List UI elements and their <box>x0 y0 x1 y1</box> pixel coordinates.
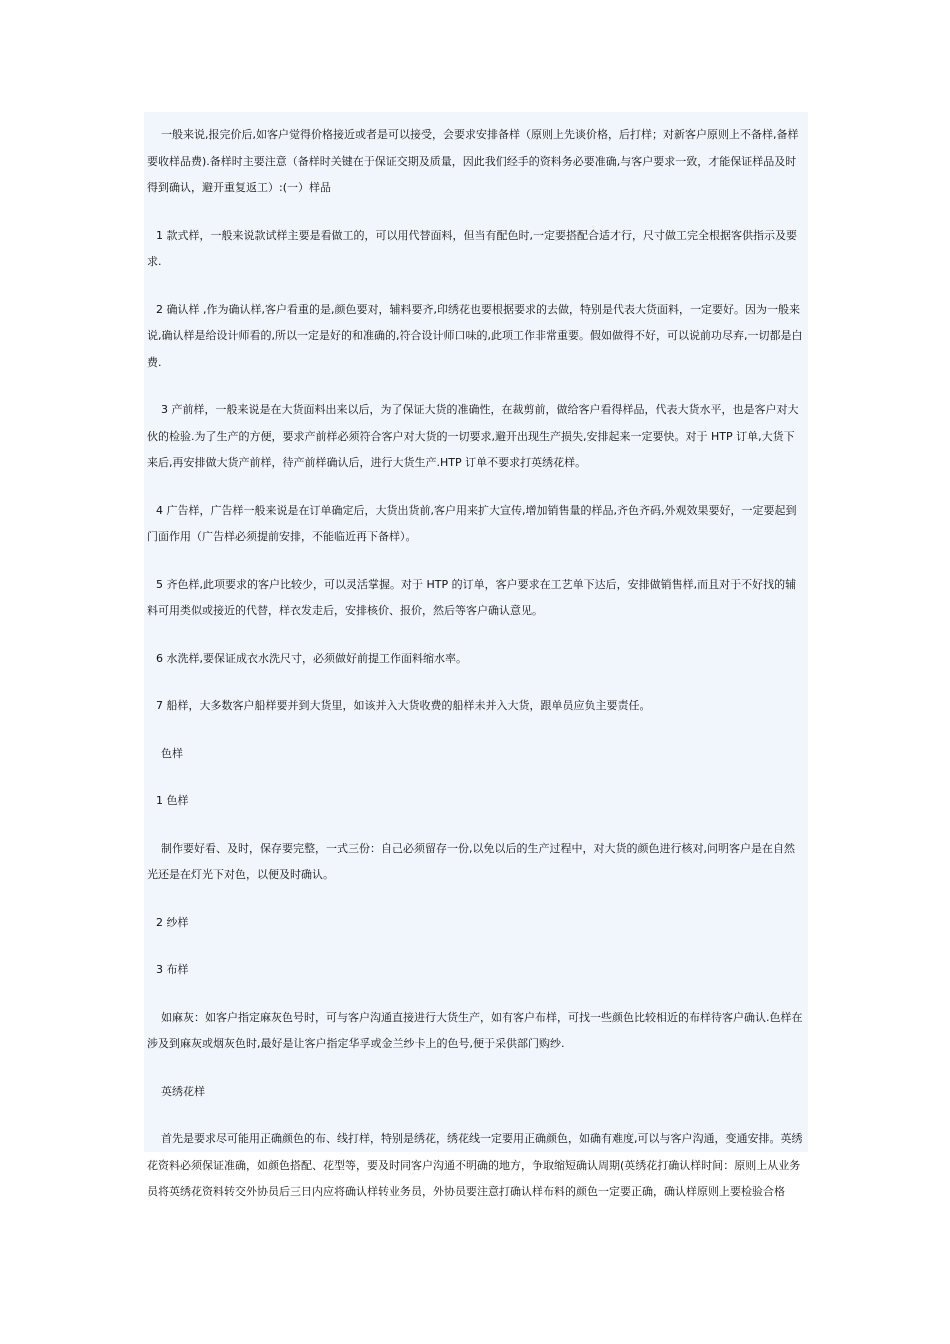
subheading-yarn-sample: 2 纱样 <box>156 915 189 929</box>
paragraph-color-sample-detail: 制作要好看、及时，保存要完整，一式三份：自己必须留存一份,以免以后的生产过程中，对大货的颜色进行核对,问明客户是在自然光还是在灯光下对色，以便及时确认。 <box>147 841 795 881</box>
subheading-fabric-sample: 3 布样 <box>156 963 189 976</box>
subheading-color-sample: 1 色样 <box>156 794 189 807</box>
paragraph-intro: 一般来说,报完价后,如客户觉得价格接近或者是可以接受，会要求安排备样（原则上先谈价格，后打样；对新客户原则上不备样,备样要收样品费).备样时主要注意（备样时关键在于保证交期及质量，因此我们经手的资料务必要准确,与客户要求一致，才能保证样品及时得到确认，避开重复返工）:(一）样品 <box>147 128 799 194</box>
paragraph-heather-grey: 如麻灰：如客户指定麻灰色号时，可与客户沟通直接进行大货生产，如有客户布样，可找一些颜色比较相近的布样待客户确认.色样在涉及到麻灰或烟灰色时,最好是让客户指定华孚或金兰纱卡上的色号,便于采供部门购纱. <box>147 1010 803 1050</box>
heading-color-sample: 色样 <box>161 746 183 760</box>
paragraph-color-set-sample: 5 齐色样,此项要求的客户比较少，可以灵活掌握。对于 HTP 的订单，客户要求在工艺单下达后，安排做销售样,而且对于不好找的辅料可用类似或接近的代替，样衣发走后，安排核价、报价，然后等客户确认意见。 <box>147 577 797 617</box>
heading-embroidery-sample: 英绣花样 <box>161 1084 205 1098</box>
paragraph-approval-sample: 2 确认样 ,作为确认样,客户看重的是,颜色要对，辅料要齐,印绣花也要根据要求的去做，特别是代表大货面料，一定要好。因为一般来说,确认样是给设计师看的,所以一定是好的和准确的,符合设计师口味的,此项工作非常重要。假如做得不好，可以说前功尽弃,一切都是白费. <box>147 302 803 369</box>
paragraph-embroidery-detail: 首先是要求尽可能用正确颜色的布、线打样，特别是绣花，绣花线一定要用正确颜色，如确有难度,可以与客户沟通，变通安排。英绣花资料必须保证准确，如颜色搭配、花型等，要及时同客户沟通不明确的地方，争取缩短确认周期(英绣花打确认样时间：原则上从业务员将英绣花资料转交外协员后三日内应将确认样转业务员，外协员要注意打确认样布料的颜色一定要正确，确认样原则上要检验合格 <box>147 1132 803 1198</box>
paragraph-advertising-sample: 4 广告样，广告样一般来说是在订单确定后，大货出货前,客户用来扩大宣传,增加销售量的样品,齐色齐码,外观效果要好，一定要起到门面作用（广告样必须提前安排，不能临近再下备样）。 <box>147 503 797 543</box>
paragraph-shipping-sample: 7 船样，大多数客户船样要并到大货里，如该并入大货收费的船样未并入大货，跟单员应负主要责任。 <box>156 699 651 712</box>
paragraph-pre-production-sample: 3 产前样，一般来说是在大货面料出来以后，为了保证大货的准确性，在裁剪前，做给客户看得样品，代表大货水平，也是客户对大伙的检验.为了生产的方便，要求产前样必须符合客户对大货的一切要求,避开出现生产损失,安排起来一定要快。对于 HTP 订单,大货下来后,再安排做大货产前样，待产前样确认后，进行大货生产.HTP 订单不要求打英绣花样。 <box>147 403 799 469</box>
paragraph-style-sample: 1 款式样，一般来说款试样主要是看做工的，可以用代替面料，但当有配色时,一定要搭配合适才行，尺寸做工完全根据客供指示及要求. <box>147 228 797 268</box>
document-body <box>144 112 808 1198</box>
paragraph-wash-sample: 6 水洗样,要保证成衣水洗尺寸，必须做好前提工作面料缩水率。 <box>156 651 467 665</box>
